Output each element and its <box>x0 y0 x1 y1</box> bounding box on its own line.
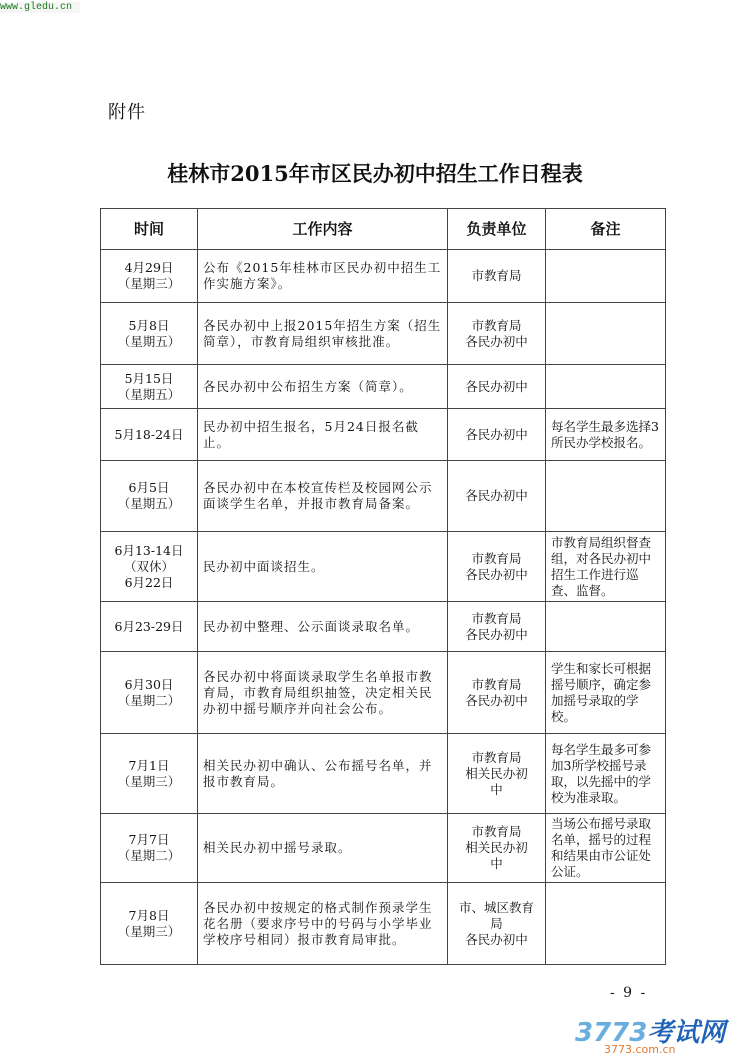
cell-note: 市教育局组织督查组，对各民办初中招生工作进行巡查、监督。 <box>546 532 666 602</box>
watermark-url: 3773.com.cn <box>604 1043 676 1056</box>
table-row <box>101 814 666 883</box>
table-row <box>101 409 666 461</box>
cell-content: 各民办初中在本校宣传栏及校园网公示面谈学生名单，并报市教育局备案。 <box>198 461 448 532</box>
cell-content: 民办初中整理、公示面谈录取名单。 <box>198 602 448 652</box>
cell-note: 每名学生最多可参加3所学校摇号录取，以先摇中的学校为准录取。 <box>546 734 666 814</box>
cell-content: 民办初中招生报名，5月24日报名截止。 <box>198 409 448 461</box>
cell-content: 民办初中面谈招生。 <box>198 532 448 602</box>
page-title: 桂林市2015年市区民办初中招生工作日程表 <box>167 161 583 186</box>
cell-content: 相关民办初中确认、公布摇号名单，并报市教育局。 <box>198 734 448 814</box>
cell-unit: 各民办初中 <box>448 365 546 409</box>
cell-note <box>546 883 666 965</box>
table-row <box>101 883 666 965</box>
cell-content: 各民办初中上报2015年招生方案（招生简章），市教育局组织审核批准。 <box>198 303 448 365</box>
cell-unit: 市、城区教育 局 各民办初中 <box>448 883 546 965</box>
header-unit: 负责单位 <box>448 209 546 250</box>
cell-note: 学生和家长可根据摇号顺序，确定参加摇号录取的学校。 <box>546 652 666 734</box>
cell-date: 5月18-24日 <box>101 409 198 461</box>
cell-unit: 各民办初中 <box>448 461 546 532</box>
cell-content: 相关民办初中摇号录取。 <box>198 814 448 883</box>
watermark-logo-number: 3773 <box>575 1018 648 1048</box>
cell-date: 6月13-14日 （双休） 6月22日 <box>101 532 198 602</box>
cell-date: 7月7日 （星期二） <box>101 814 198 883</box>
cell-note <box>546 461 666 532</box>
header-content: 工作内容 <box>198 209 448 250</box>
cell-date: 6月30日 （星期二） <box>101 652 198 734</box>
page-number: - 9 - <box>610 985 648 1001</box>
cell-date: 4月29日 （星期三） <box>101 250 198 303</box>
watermark-logo-text: 考试网 <box>647 1018 726 1048</box>
cell-note <box>546 365 666 409</box>
cell-note <box>546 250 666 303</box>
attachment-label: 附件 <box>108 102 146 123</box>
table-row <box>101 303 666 365</box>
cell-note <box>546 303 666 365</box>
cell-date: 5月15日 （星期五） <box>101 365 198 409</box>
cell-unit: 市教育局 相关民办初 中 <box>448 814 546 883</box>
cell-note: 每名学生最多选择3所民办学校报名。 <box>546 409 666 461</box>
cell-unit: 各民办初中 <box>448 409 546 461</box>
cell-date: 6月23-29日 <box>101 602 198 652</box>
table-row <box>101 461 666 532</box>
table-row <box>101 734 666 814</box>
site-url: www.gledu.cn <box>0 2 80 13</box>
table-row <box>101 250 666 303</box>
table-row <box>101 365 666 409</box>
cell-content: 各民办初中将面谈录取学生名单报市教育局，市教育局组织抽签，决定相关民办初中摇号顺序并向社会公布。 <box>198 652 448 734</box>
table-row <box>101 532 666 602</box>
cell-unit: 市教育局 各民办初中 <box>448 602 546 652</box>
cell-content: 各民办初中公布招生方案（简章）。 <box>198 365 448 409</box>
cell-unit: 市教育局 各民办初中 <box>448 532 546 602</box>
table-row <box>101 652 666 734</box>
table-row <box>101 602 666 652</box>
cell-unit: 市教育局 各民办初中 <box>448 303 546 365</box>
cell-note: 当场公布摇号录取名单，摇号的过程和结果由市公证处公证。 <box>546 814 666 883</box>
cell-unit: 市教育局 相关民办初 中 <box>448 734 546 814</box>
header-time: 时间 <box>101 209 198 250</box>
cell-unit: 市教育局 <box>448 250 546 303</box>
cell-date: 5月8日 （星期五） <box>101 303 198 365</box>
cell-date: 6月5日 （星期五） <box>101 461 198 532</box>
cell-note <box>546 602 666 652</box>
cell-date: 7月1日 （星期三） <box>101 734 198 814</box>
cell-content: 各民办初中按规定的格式制作预录学生花名册（要求序号中的号码与小学毕业学校序号相同）报市教育局审批。 <box>198 883 448 965</box>
cell-content: 公布《2015年桂林市区民办初中招生工作实施方案》。 <box>198 250 448 303</box>
header-note: 备注 <box>546 209 666 250</box>
cell-date: 7月8日 （星期三） <box>101 883 198 965</box>
cell-unit: 市教育局 各民办初中 <box>448 652 546 734</box>
schedule-table <box>100 208 666 965</box>
table-header-row <box>101 209 666 250</box>
